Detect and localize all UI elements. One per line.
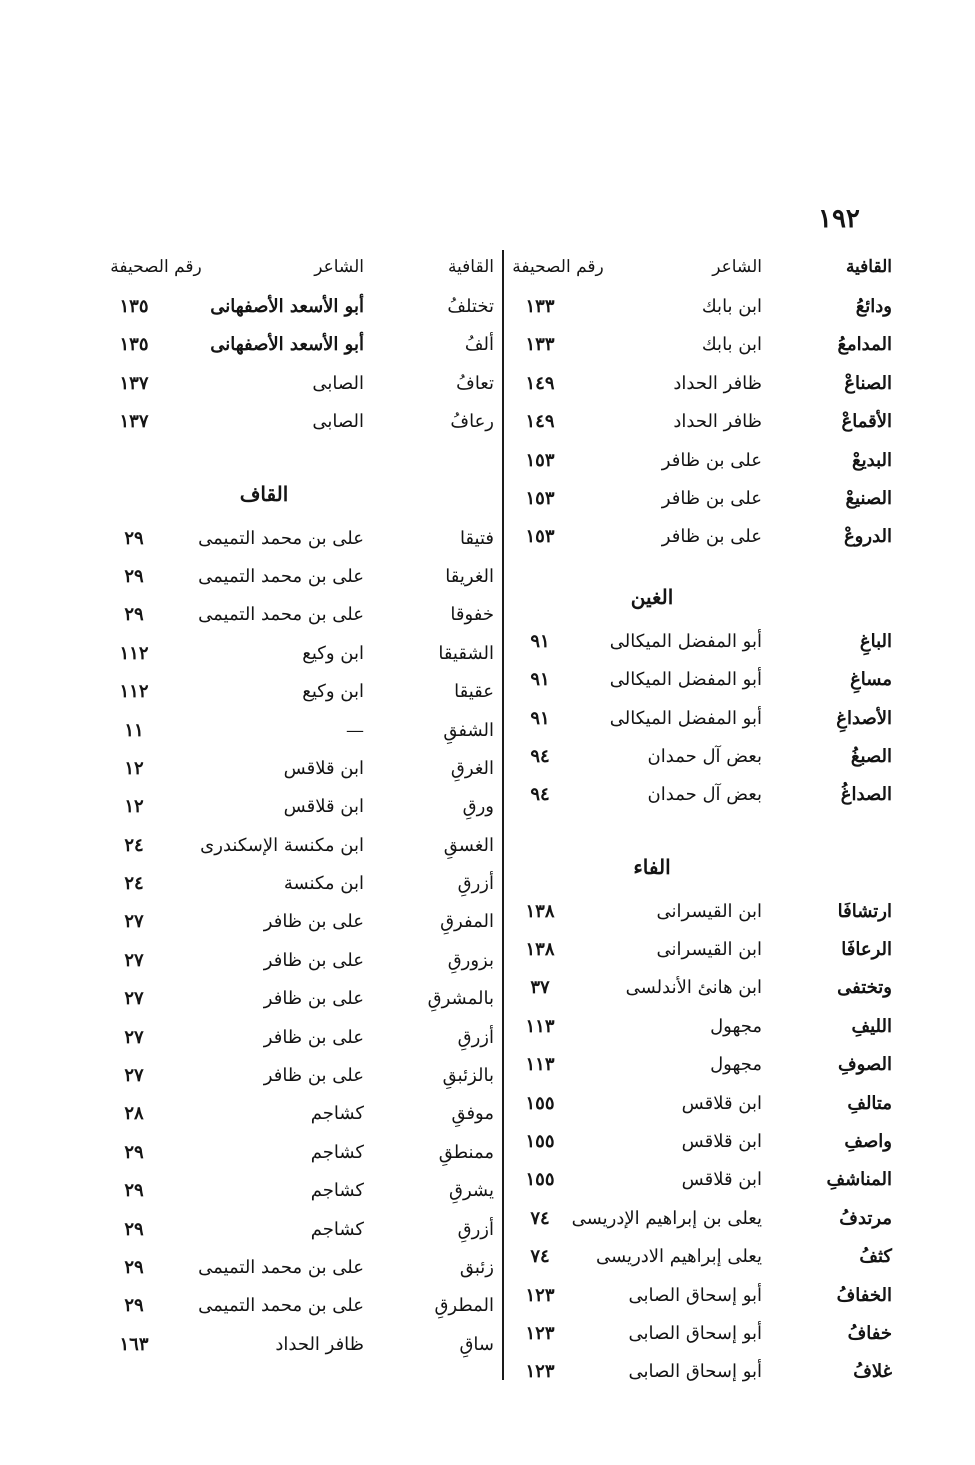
poet-cell: على بن ظافر <box>263 911 364 933</box>
page-number-cell: ٧٤ <box>530 1207 550 1229</box>
index-row <box>512 1200 892 1238</box>
poet-cell: ابن قلاقس <box>681 1169 762 1191</box>
right-group-ain <box>512 288 892 557</box>
header-poet: الشاعر <box>314 257 364 277</box>
page-number-cell: ١٢ <box>124 796 144 818</box>
page-number-cell: ١٣٣ <box>525 334 555 356</box>
poet-cell: مجهول <box>710 1054 762 1076</box>
rhyme-cell: خفافُ <box>847 1322 892 1344</box>
page-number-cell: ١٥٥ <box>525 1131 555 1153</box>
page-number-cell: ٢٧ <box>124 1065 144 1087</box>
page-number-cell: ٢٩ <box>124 527 144 549</box>
index-row <box>104 326 494 364</box>
page-number-cell: ١٤٩ <box>525 372 555 394</box>
poet-cell: ابن القيسرانى <box>656 939 762 961</box>
index-row <box>512 288 892 326</box>
index-row <box>104 1172 494 1210</box>
rhyme-cell: ساقِ <box>459 1333 494 1355</box>
rhyme-cell: الصبغُ <box>850 745 892 767</box>
index-row <box>512 442 892 480</box>
header-rhyme: القافية <box>447 257 494 277</box>
poet-cell: ابن بابك <box>701 296 762 317</box>
page-number-cell: ٢٩ <box>124 1256 144 1278</box>
rhyme-cell: الخفافُ <box>836 1284 892 1306</box>
page-number-cell: ٣٧ <box>530 977 550 999</box>
index-row <box>512 518 892 556</box>
page-number-cell: ١٥٣ <box>525 526 555 548</box>
rhyme-cell: كثفُ <box>859 1246 892 1268</box>
page-number: ١٩٢ <box>818 204 860 234</box>
page-number-cell: ١٣٨ <box>525 939 555 961</box>
poet-cell: أبو إسحاق الصابى <box>628 1322 762 1344</box>
index-row <box>104 635 494 673</box>
index-row <box>512 893 892 931</box>
poet-cell: ابن مكنسة <box>283 873 364 895</box>
rhyme-cell: الباغِ <box>859 630 892 652</box>
poet-cell: الصابى <box>312 372 364 394</box>
page-number-cell: ٩١ <box>530 630 550 652</box>
poet-cell: على بن ظافر <box>661 526 762 548</box>
rhyme-cell: المدامعُ <box>837 334 892 356</box>
index-row <box>512 365 892 403</box>
poet-cell: على بن ظافر <box>661 487 762 509</box>
poet-cell: ابن قلاقس <box>681 1131 762 1153</box>
poet-cell: ابن القيسرانى <box>656 900 762 922</box>
page-number-cell: ٢٧ <box>124 988 144 1010</box>
index-row <box>104 403 494 441</box>
page-number-cell: ٢٧ <box>124 1026 144 1048</box>
right-header-row <box>512 250 892 288</box>
left-column <box>104 250 494 1364</box>
header-poet: الشاعر <box>712 257 762 277</box>
page-number-cell: ٢٩ <box>124 565 144 587</box>
poet-cell: كشاجم <box>310 1103 364 1125</box>
rhyme-cell: ألفُ <box>464 334 494 356</box>
index-row <box>104 1249 494 1287</box>
rhyme-cell: الدروعْ <box>843 526 892 548</box>
rhyme-cell: ورقِ <box>462 796 494 818</box>
rhyme-cell: البديعْ <box>852 449 892 471</box>
page-number-cell: ١٢٣ <box>525 1361 555 1383</box>
page-number-cell: ٩٤ <box>530 745 550 767</box>
index-row <box>512 1277 892 1315</box>
rhyme-cell: الغرقِ <box>450 757 494 779</box>
poet-cell: ابن وكيع <box>302 681 364 703</box>
rhyme-cell: ارتشافَا <box>837 900 892 922</box>
poet-cell: على بن محمد التميمى <box>198 1295 364 1317</box>
index-row <box>512 326 892 364</box>
index-row <box>512 1353 892 1391</box>
index-row <box>512 1161 892 1199</box>
index-row <box>104 365 494 403</box>
index-row <box>104 1287 494 1325</box>
index-row <box>512 1238 892 1276</box>
column-divider <box>502 250 504 1380</box>
right-column <box>512 250 892 1392</box>
poet-cell: على بن ظافر <box>661 449 762 471</box>
index-row <box>512 661 892 699</box>
index-row <box>104 712 494 750</box>
index-row <box>104 1134 494 1172</box>
index-row <box>104 558 494 596</box>
poet-cell: أبو إسحاق الصابى <box>628 1284 762 1306</box>
poet-cell: ظافر الحداد <box>673 372 762 394</box>
rhyme-cell: المناشفِ <box>826 1169 892 1191</box>
left-header-row <box>104 250 494 288</box>
page-number-cell: ١٥٣ <box>525 487 555 509</box>
index-row <box>104 1095 494 1133</box>
rhyme-cell: تعافُ <box>456 372 494 394</box>
rhyme-cell: بزورقِ <box>447 949 494 971</box>
section-title-fa: الفاء <box>633 854 671 879</box>
rhyme-cell: خفوقا <box>450 604 494 626</box>
header-rhyme: القافية <box>845 257 892 277</box>
poet-cell: مجهول <box>710 1015 762 1037</box>
index-row <box>104 827 494 865</box>
poet-cell: ظافر الحداد <box>275 1333 364 1355</box>
index-row <box>512 1315 892 1353</box>
rhyme-cell: الأصداغِ <box>836 707 892 729</box>
rhyme-cell: ممنطقِ <box>438 1141 494 1163</box>
page-number-cell: ١٥٣ <box>525 449 555 471</box>
page-number-cell: ١٦٣ <box>119 1333 149 1355</box>
right-group-ghain <box>512 623 892 815</box>
page-number-cell: ٢٩ <box>124 1180 144 1202</box>
index-row <box>104 980 494 1018</box>
poet-cell: أبو المفضل الميكالى <box>609 669 762 691</box>
rhyme-cell: زئبق <box>459 1256 494 1278</box>
poet-cell: ابن هانئ الأندلسى <box>625 977 762 999</box>
poet-cell: يعلى بن إبراهيم الإدريسى <box>571 1207 762 1229</box>
page-number-cell: ٩٤ <box>530 784 550 806</box>
page-number-cell: ٢٧ <box>124 911 144 933</box>
rhyme-cell: الغريقا <box>445 565 494 587</box>
page-number-cell: ٩١ <box>530 707 550 729</box>
index-row <box>104 1057 494 1095</box>
index-row <box>512 403 892 441</box>
index-row <box>104 596 494 634</box>
poet-cell: ابن مكنسة الإسكندرى <box>200 834 364 856</box>
poet-cell: كشاجم <box>310 1141 364 1163</box>
page-number-cell: ١٣٧ <box>119 372 149 394</box>
rhyme-cell: بالمشرقِ <box>427 988 494 1010</box>
poet-cell: كشاجم <box>310 1180 364 1202</box>
left-group-qaf <box>104 520 494 1365</box>
poet-cell: على بن محمد التميمى <box>198 565 364 587</box>
page-number-cell: ١٢٣ <box>525 1284 555 1306</box>
poet-cell: على بن ظافر <box>263 949 364 971</box>
index-row <box>104 288 494 326</box>
poet-cell: الصابى <box>312 411 364 433</box>
rhyme-cell: الشفقِ <box>443 719 494 741</box>
poet-cell: أبو الأسعد الأصفهانى <box>210 334 364 356</box>
rhyme-cell: غلافُ <box>853 1361 892 1383</box>
page-number-cell: ١٢ <box>124 757 144 779</box>
rhyme-cell: أزرقِ <box>457 1218 494 1240</box>
rhyme-cell: عقيقا <box>454 681 494 703</box>
rhyme-cell: مرتدفُ <box>839 1207 892 1229</box>
index-row <box>104 750 494 788</box>
page-number-cell: ٢٩ <box>124 1141 144 1163</box>
index-row <box>104 865 494 903</box>
rhyme-cell: فتيقا <box>459 527 494 549</box>
page-number-cell: ١١٢ <box>119 642 149 664</box>
rhyme-cell: الشقيقا <box>438 642 494 664</box>
index-row <box>104 1019 494 1057</box>
index-row <box>512 1046 892 1084</box>
page-number-cell: ١٤٩ <box>525 411 555 433</box>
header-page: رقم الصحيفة <box>512 257 604 277</box>
page-number-cell: ١٥٥ <box>525 1169 555 1191</box>
poet-cell: على بن محمد التميمى <box>198 604 364 626</box>
index-row <box>104 673 494 711</box>
poet-cell: أبو المفضل الميكالى <box>609 630 762 652</box>
section-title-ghain: الغين <box>630 584 674 609</box>
page-number-cell: ١١٣ <box>525 1054 555 1076</box>
rhyme-cell: الليفِ <box>851 1015 892 1037</box>
page-number-cell: ١١٣ <box>525 1015 555 1037</box>
page-number-cell: ٢٩ <box>124 604 144 626</box>
page-number-cell: ٧٤ <box>530 1246 550 1268</box>
rhyme-cell: الرعافَا <box>841 939 892 961</box>
index-row <box>104 903 494 941</box>
page-number-cell: ١٥٥ <box>525 1092 555 1114</box>
poet-cell: على بن ظافر <box>263 988 364 1010</box>
index-row <box>512 623 892 661</box>
rhyme-cell: الأقماعْ <box>841 411 892 433</box>
poet-cell: على بن محمد التميمى <box>198 1256 364 1278</box>
index-row <box>512 931 892 969</box>
poet-cell: ابن قلاقس <box>681 1092 762 1114</box>
section-title-qaf: القاف <box>239 481 289 506</box>
poet-cell: على بن محمد التميمى <box>198 527 364 549</box>
left-group-fa <box>104 288 494 442</box>
index-row <box>512 1085 892 1123</box>
poet-cell: بعض آل حمدان <box>647 745 762 767</box>
index-row <box>512 738 892 776</box>
page-number-cell: ١١ <box>124 719 144 741</box>
page-number-cell: ٢٤ <box>124 834 144 856</box>
rhyme-cell: واصفِ <box>844 1131 892 1153</box>
rhyme-cell: وتختفى <box>837 977 892 999</box>
rhyme-cell: الصناعْ <box>844 372 892 394</box>
page-number-cell: ١٢٣ <box>525 1322 555 1344</box>
page-number-cell: ١٣٥ <box>119 334 149 356</box>
poet-cell: ابن قلاقس <box>283 796 364 818</box>
rhyme-cell: تختلفُ <box>447 296 494 317</box>
index-row <box>512 480 892 518</box>
page-number-cell: ١٣٥ <box>119 296 149 317</box>
page-number-cell: ١٣٧ <box>119 411 149 433</box>
index-row <box>512 776 892 814</box>
index-row <box>104 942 494 980</box>
page-number-cell: ٢٩ <box>124 1218 144 1240</box>
rhyme-cell: مساغِ <box>850 669 892 691</box>
rhyme-cell: رعافُ <box>450 411 494 433</box>
page-number-cell: ٢٩ <box>124 1295 144 1317</box>
poet-cell: ابن وكيع <box>302 642 364 664</box>
index-row <box>104 788 494 826</box>
poet-cell: على بن ظافر <box>263 1026 364 1048</box>
rhyme-cell: الغسقِ <box>443 834 494 856</box>
index-row <box>104 520 494 558</box>
rhyme-cell: ودائعُ <box>855 296 892 317</box>
index-row <box>104 1326 494 1364</box>
page-number-cell: ٢٤ <box>124 873 144 895</box>
rhyme-cell: المطرقِ <box>434 1295 494 1317</box>
rhyme-cell: بالزئبقِ <box>442 1065 494 1087</box>
rhyme-cell: أزرقِ <box>457 873 494 895</box>
rhyme-cell: الصداغُ <box>840 784 892 806</box>
poet-cell: ابن بابك <box>701 334 762 356</box>
rhyme-cell: الصنيعْ <box>845 487 892 509</box>
index-row <box>512 1008 892 1046</box>
poet-cell: — <box>346 719 364 741</box>
index-row <box>104 1211 494 1249</box>
rhyme-cell: موفقِ <box>451 1103 494 1125</box>
poet-cell: ظافر الحداد <box>673 411 762 433</box>
page-number-cell: ١١٢ <box>119 681 149 703</box>
page-number-cell: ٩١ <box>530 669 550 691</box>
page-number-cell: ٢٧ <box>124 949 144 971</box>
rhyme-cell: المفرقِ <box>440 911 494 933</box>
index-row <box>512 700 892 738</box>
index-row <box>512 1123 892 1161</box>
rhyme-cell: الصوفِ <box>837 1054 892 1076</box>
right-group-fa <box>512 893 892 1392</box>
poet-cell: ابن قلاقس <box>283 757 364 779</box>
poet-cell: أبو المفضل الميكالى <box>609 707 762 729</box>
poet-cell: أبو إسحاق الصابى <box>628 1361 762 1383</box>
poet-cell: أبو الأسعد الأصفهانى <box>210 296 364 317</box>
poet-cell: يعلى إبراهيم الادريسى <box>596 1246 762 1268</box>
poet-cell: بعض آل حمدان <box>647 784 762 806</box>
poet-cell: كشاجم <box>310 1218 364 1240</box>
poet-cell: على بن ظافر <box>263 1065 364 1087</box>
page-number-cell: ٢٨ <box>124 1103 144 1125</box>
index-row <box>512 969 892 1007</box>
rhyme-cell: متالفِ <box>847 1092 892 1114</box>
rhyme-cell: أزرقِ <box>457 1026 494 1048</box>
page-number-cell: ١٣٨ <box>525 900 555 922</box>
rhyme-cell: يشرقِ <box>449 1180 494 1202</box>
page-number-cell: ١٣٣ <box>525 296 555 317</box>
header-page: رقم الصحيفة <box>110 257 202 277</box>
